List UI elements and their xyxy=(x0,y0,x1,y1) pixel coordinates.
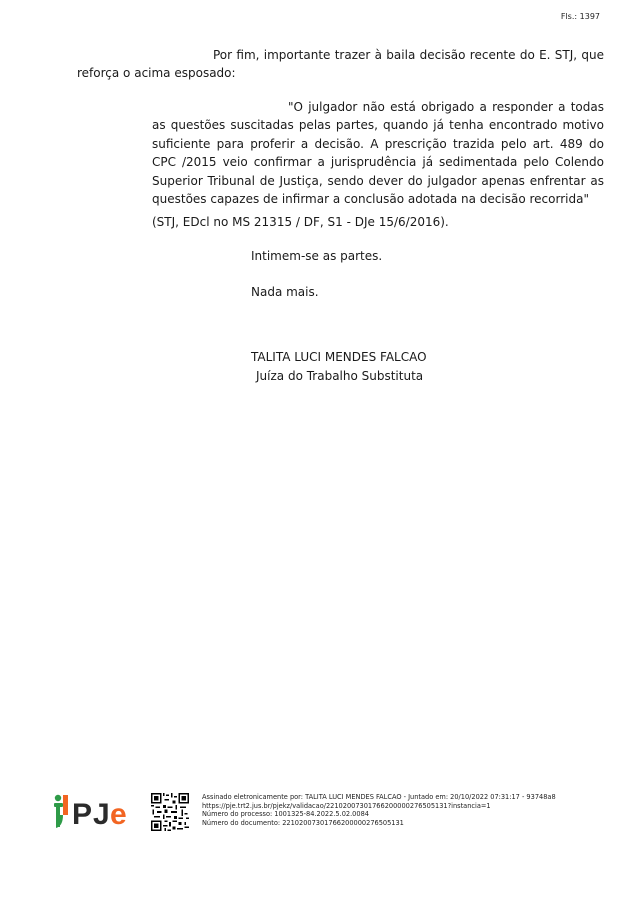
intro-paragraph: Por fim, importante trazer à baila decisão recente do E. STJ, que reforça o acima esposado: xyxy=(77,48,604,81)
footer xyxy=(52,790,612,836)
svg-text:P: P xyxy=(72,798,93,831)
signature-name: TALITA LUCI MENDES FALCAO xyxy=(251,350,427,364)
signature-role: Juíza do Trabalho Substituta xyxy=(256,369,424,383)
qr-code xyxy=(151,793,189,831)
quote-paragraph: "O julgador não está obrigado a responder a todas as questões suscitadas pelas partes, quando já tenha encontrado motivo suficiente para proferir a decisão. A prescrição trazida pelo art. 489 do CPC /2015 veio confirmar a jurisprudência já sedimentada pelo Colendo Superior Tribunal de Justiça, sendo dever do julgador apenas enfrentar as questões capazes de infirmar a conclusão adotada na decisão recorrida" xyxy=(152,100,604,207)
validation-url-link[interactable]: https://pje.trt2.jus.br/pjekz/validacao/22102007301766200000276505131?instancia=1 xyxy=(202,801,491,810)
svg-text:J: J xyxy=(93,798,110,831)
pje-logo xyxy=(52,792,142,834)
page-number: Fls.: 1397 xyxy=(560,12,600,21)
closing-text: Nada mais. xyxy=(251,285,319,299)
document-number-line: Número do documento: 22102007301766200000276505131 xyxy=(202,818,404,827)
quote-reference: (STJ, EDcl no MS 21315 / DF, S1 - DJe 15/6/2016). xyxy=(152,215,449,229)
svg-text:e: e xyxy=(110,798,127,831)
process-number-line: Número do processo: 1001325-84.2022.5.02.0084 xyxy=(202,810,369,819)
intimation-text: Intimem-se as partes. xyxy=(251,249,383,263)
signature-metadata xyxy=(202,793,556,827)
signed-by-line: Assinado eletronicamente por: TALITA LUCI MENDES FALCAO - Juntado em: 20/10/2022 07:31:17 - 93748a8 xyxy=(202,793,556,801)
